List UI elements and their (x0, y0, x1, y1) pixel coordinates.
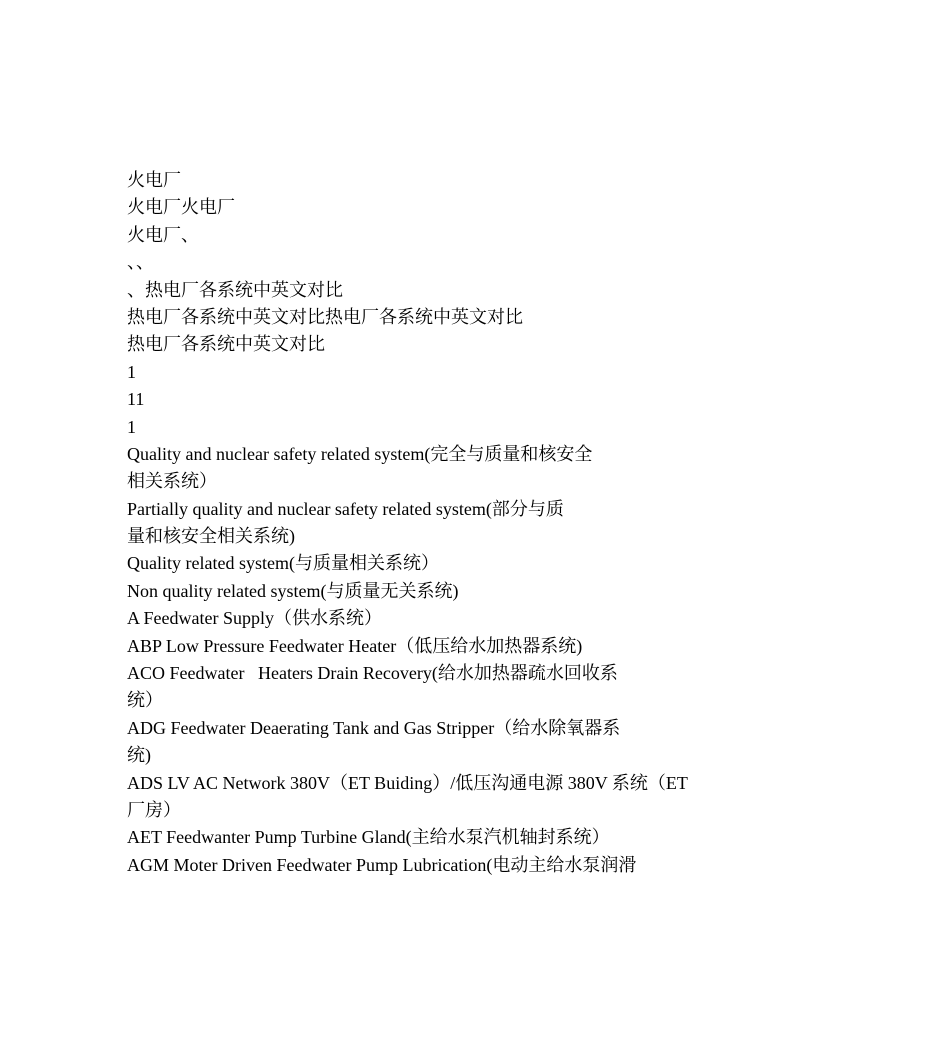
text-line: 热电厂各系统中英文对比热电厂各系统中英文对比 (127, 306, 523, 327)
text-line: ADS LV AC Network 380V（ET Buiding）/低压沟通电源 380V 系统（ET (127, 772, 688, 793)
text-line: 1 (127, 416, 136, 437)
text-line: 11 (127, 389, 145, 410)
text-line: 火电厂火电厂 (127, 197, 235, 218)
text-line: AGM Moter Driven Feedwater Pump Lubrication(电动主给水泵润滑 (127, 854, 637, 875)
text-line: 1 (127, 361, 136, 382)
text-line: 厂房） (127, 799, 181, 820)
text-line: Quality and nuclear safety related system(完全与质量和核安全 (127, 443, 593, 464)
text-line: Partially quality and nuclear safety related system(部分与质 (127, 498, 564, 519)
text-line: Quality related system(与质量相关系统） (127, 553, 439, 574)
text-line: Non quality related system(与质量无关系统) (127, 580, 459, 601)
text-line: 统) (127, 745, 151, 766)
text-line: ACO Feedwater Heaters Drain Recovery(给水加热器疏水回收系 (127, 663, 618, 684)
text-line: 热电厂各系统中英文对比 (127, 334, 325, 355)
text-line: 、热电厂各系统中英文对比 (127, 279, 343, 300)
text-line: ADG Feedwater Deaerating Tank and Gas Stripper（给水除氧器系 (127, 717, 621, 738)
text-line: 火电厂 (127, 170, 181, 190)
text-line: 量和核安全相关系统) (127, 526, 295, 547)
text-line: 火电厂、 (127, 224, 199, 245)
text-line: 相关系统） (127, 471, 217, 492)
text-line: 统） (127, 690, 163, 711)
text-line: AET Feedwanter Pump Turbine Gland(主给水泵汽机轴封系统） (127, 827, 610, 848)
text-line: 、、 (127, 252, 154, 273)
text-line: A Feedwater Supply（供水系统） (127, 608, 382, 629)
document-body (127, 167, 727, 879)
text-line: ABP Low Pressure Feedwater Heater（低压给水加热器系统) (127, 635, 583, 656)
